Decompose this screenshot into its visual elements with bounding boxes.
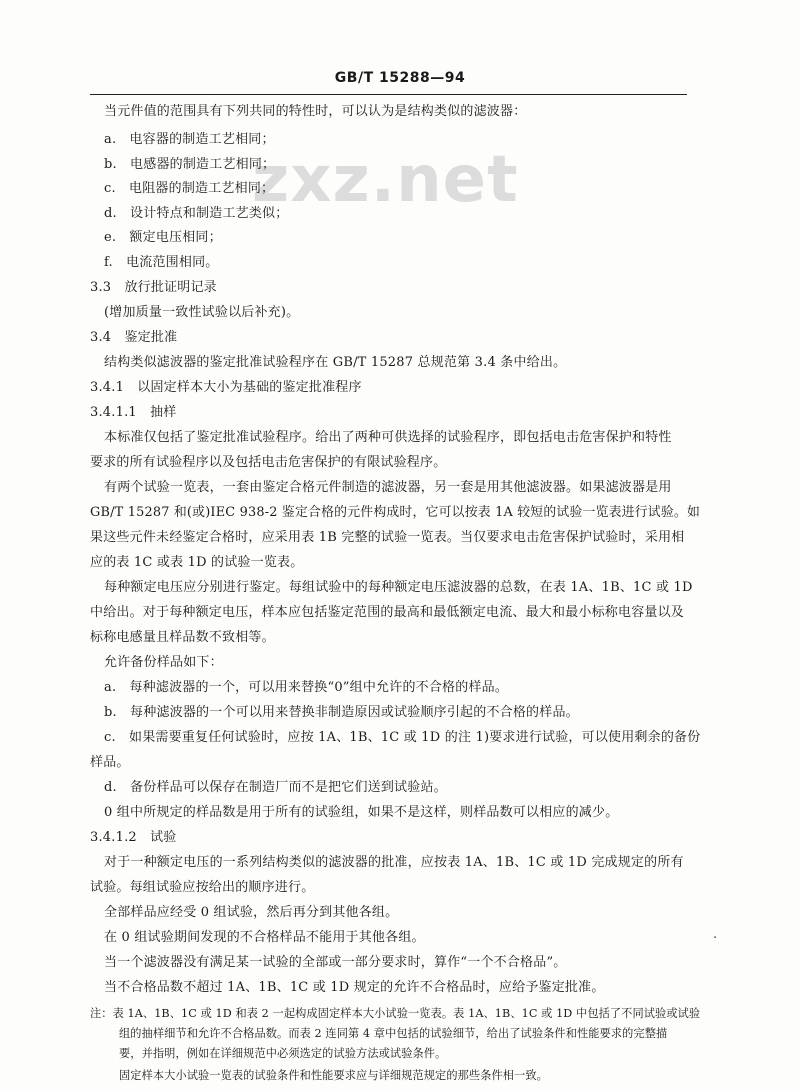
body-line: 每种额定电压应分别进行鉴定。每组试验中的每种额定电压滤波器的总数，在表 1A、1B、1C 或 1D	[104, 580, 693, 595]
body-line: 当一个滤波器没有满足某一试验的全部或一部分要求时，算作“一个不合格品”。	[104, 955, 567, 970]
body-line: 果这些元件未经鉴定合格时，应采用表 1B 完整的试验一览表。当仅要求电击危害保护试验时，采用相	[90, 530, 685, 545]
body-line: 样品。	[90, 755, 130, 770]
list-item: d. 设计特点和制造工艺类似；	[104, 206, 289, 221]
body-line: 在 0 组试验期间发现的不合格样品不能用于其他各组。	[104, 930, 425, 945]
body-line: 应的表 1C 或表 1D 的试验一览表。	[90, 555, 304, 570]
body-line: GB/T 15287 和(或)IEC 938-2 鉴定合格的元件构成时，它可以按表 1A 较短的试验一览表进行试验。如	[90, 505, 701, 520]
body-line: 标称电感量且样品数不致相等。	[90, 630, 275, 645]
body-line: 试验。每组试验应按给出的顺序进行。	[90, 880, 315, 895]
list-item: d. 备份样品可以保存在制造厂而不是把它们送到试验站。	[104, 780, 447, 795]
list-item: e. 额定电压相同；	[104, 230, 222, 245]
note-line: 固定样本大小试验一览表的试验条件和性能要求应与详细规范规定的那些条件相一致。	[119, 1069, 548, 1082]
section-heading: 3.3 放行批证明记录	[90, 280, 217, 295]
watermark: zxz.net	[252, 143, 519, 217]
list-item: c. 电阻器的制造工艺相同；	[104, 181, 275, 196]
note-line: 要，并指明，例如在详细规范中必须选定的试验方法或试验条件。	[119, 1047, 447, 1060]
standard-header: GB/T 15288—94	[334, 70, 466, 86]
body-line: 有两个试验一览表，一套由鉴定合格元件制造的滤波器，另一套是用其他滤波器。如果滤波器是用	[104, 480, 672, 495]
section-heading: 3.4.1.2 试验	[90, 830, 177, 845]
body-line: 对于一种额定电压的一系列结构类似的滤波器的批准，应按表 1A、1B、1C 或 1D 完成规定的所有	[104, 855, 684, 870]
body-line: 当元件值的范围具有下列共同的特性时，可以认为是结构类似的滤波器：	[104, 104, 527, 119]
body-line: 中给出。对于每种额定电压，样本应包括鉴定范围的最高和最低额定电流、最大和最小标称电容量以及	[90, 605, 685, 620]
body-line: 0 组中所规定的样品数是用于所有的试验组，如果不是这样，则样品数可以相应的减少。	[104, 805, 619, 820]
body-line: 全部样品应经受 0 组试验，然后再分到其他各组。	[104, 905, 399, 920]
body-line: 要求的所有试验程序以及包括电击危害保护的有限试验程序。	[90, 455, 447, 470]
list-item: f. 电流范围相同。	[104, 255, 219, 270]
body-line: 允许备份样品如下：	[104, 655, 223, 670]
list-item: a. 电容器的制造工艺相同；	[104, 132, 275, 147]
note-line: 组的抽样细节和允许不合格品数。而表 2 连同第 4 章中包括的试验细节，给出了试验条件和性能要求的完整描	[119, 1027, 668, 1040]
margin-mark: .	[713, 927, 718, 942]
body-line: 当不合格品数不超过 1A、1B、1C 或 1D 规定的允许不合格品时，应给予鉴定批准。	[104, 980, 605, 995]
body-line: 结构类似滤波器的鉴定批准试验程序在 GB/T 15287 总规范第 3.4 条中给出。	[104, 355, 567, 370]
body-line: (增加质量一致性试验以后补充)。	[104, 305, 300, 320]
section-heading: 3.4 鉴定批准	[90, 330, 178, 345]
section-heading: 3.4.1 以固定样本大小为基础的鉴定批准程序	[90, 380, 362, 395]
section-heading: 3.4.1.1 抽样	[90, 405, 177, 420]
body-line: 本标准仅包括了鉴定批准试验程序。给出了两种可供选择的试验程序，即包括电击危害保护和特性	[104, 430, 672, 445]
list-item: a. 每种滤波器的一个，可以用来替换“0”组中允许的不合格的样品。	[104, 680, 509, 695]
list-item: b. 电感器的制造工艺相同；	[104, 157, 276, 172]
list-item: c. 如果需要重复任何试验时，应按 1A、1B、1C 或 1D 的注 1)要求进行试验，可以使用剩余的备份	[104, 730, 701, 745]
list-item: b. 每种滤波器的一个可以用来替换非制造原因或试验顺序引起的不合格的样品。	[104, 705, 579, 720]
header-rule	[90, 94, 687, 95]
note-line: 注：表 1A、1B、1C 或 1D 和表 2 一起构成固定样本大小试验一览表。表 1A、1B、1C 或 1D 中包括了不同试验或试验	[90, 1007, 701, 1020]
